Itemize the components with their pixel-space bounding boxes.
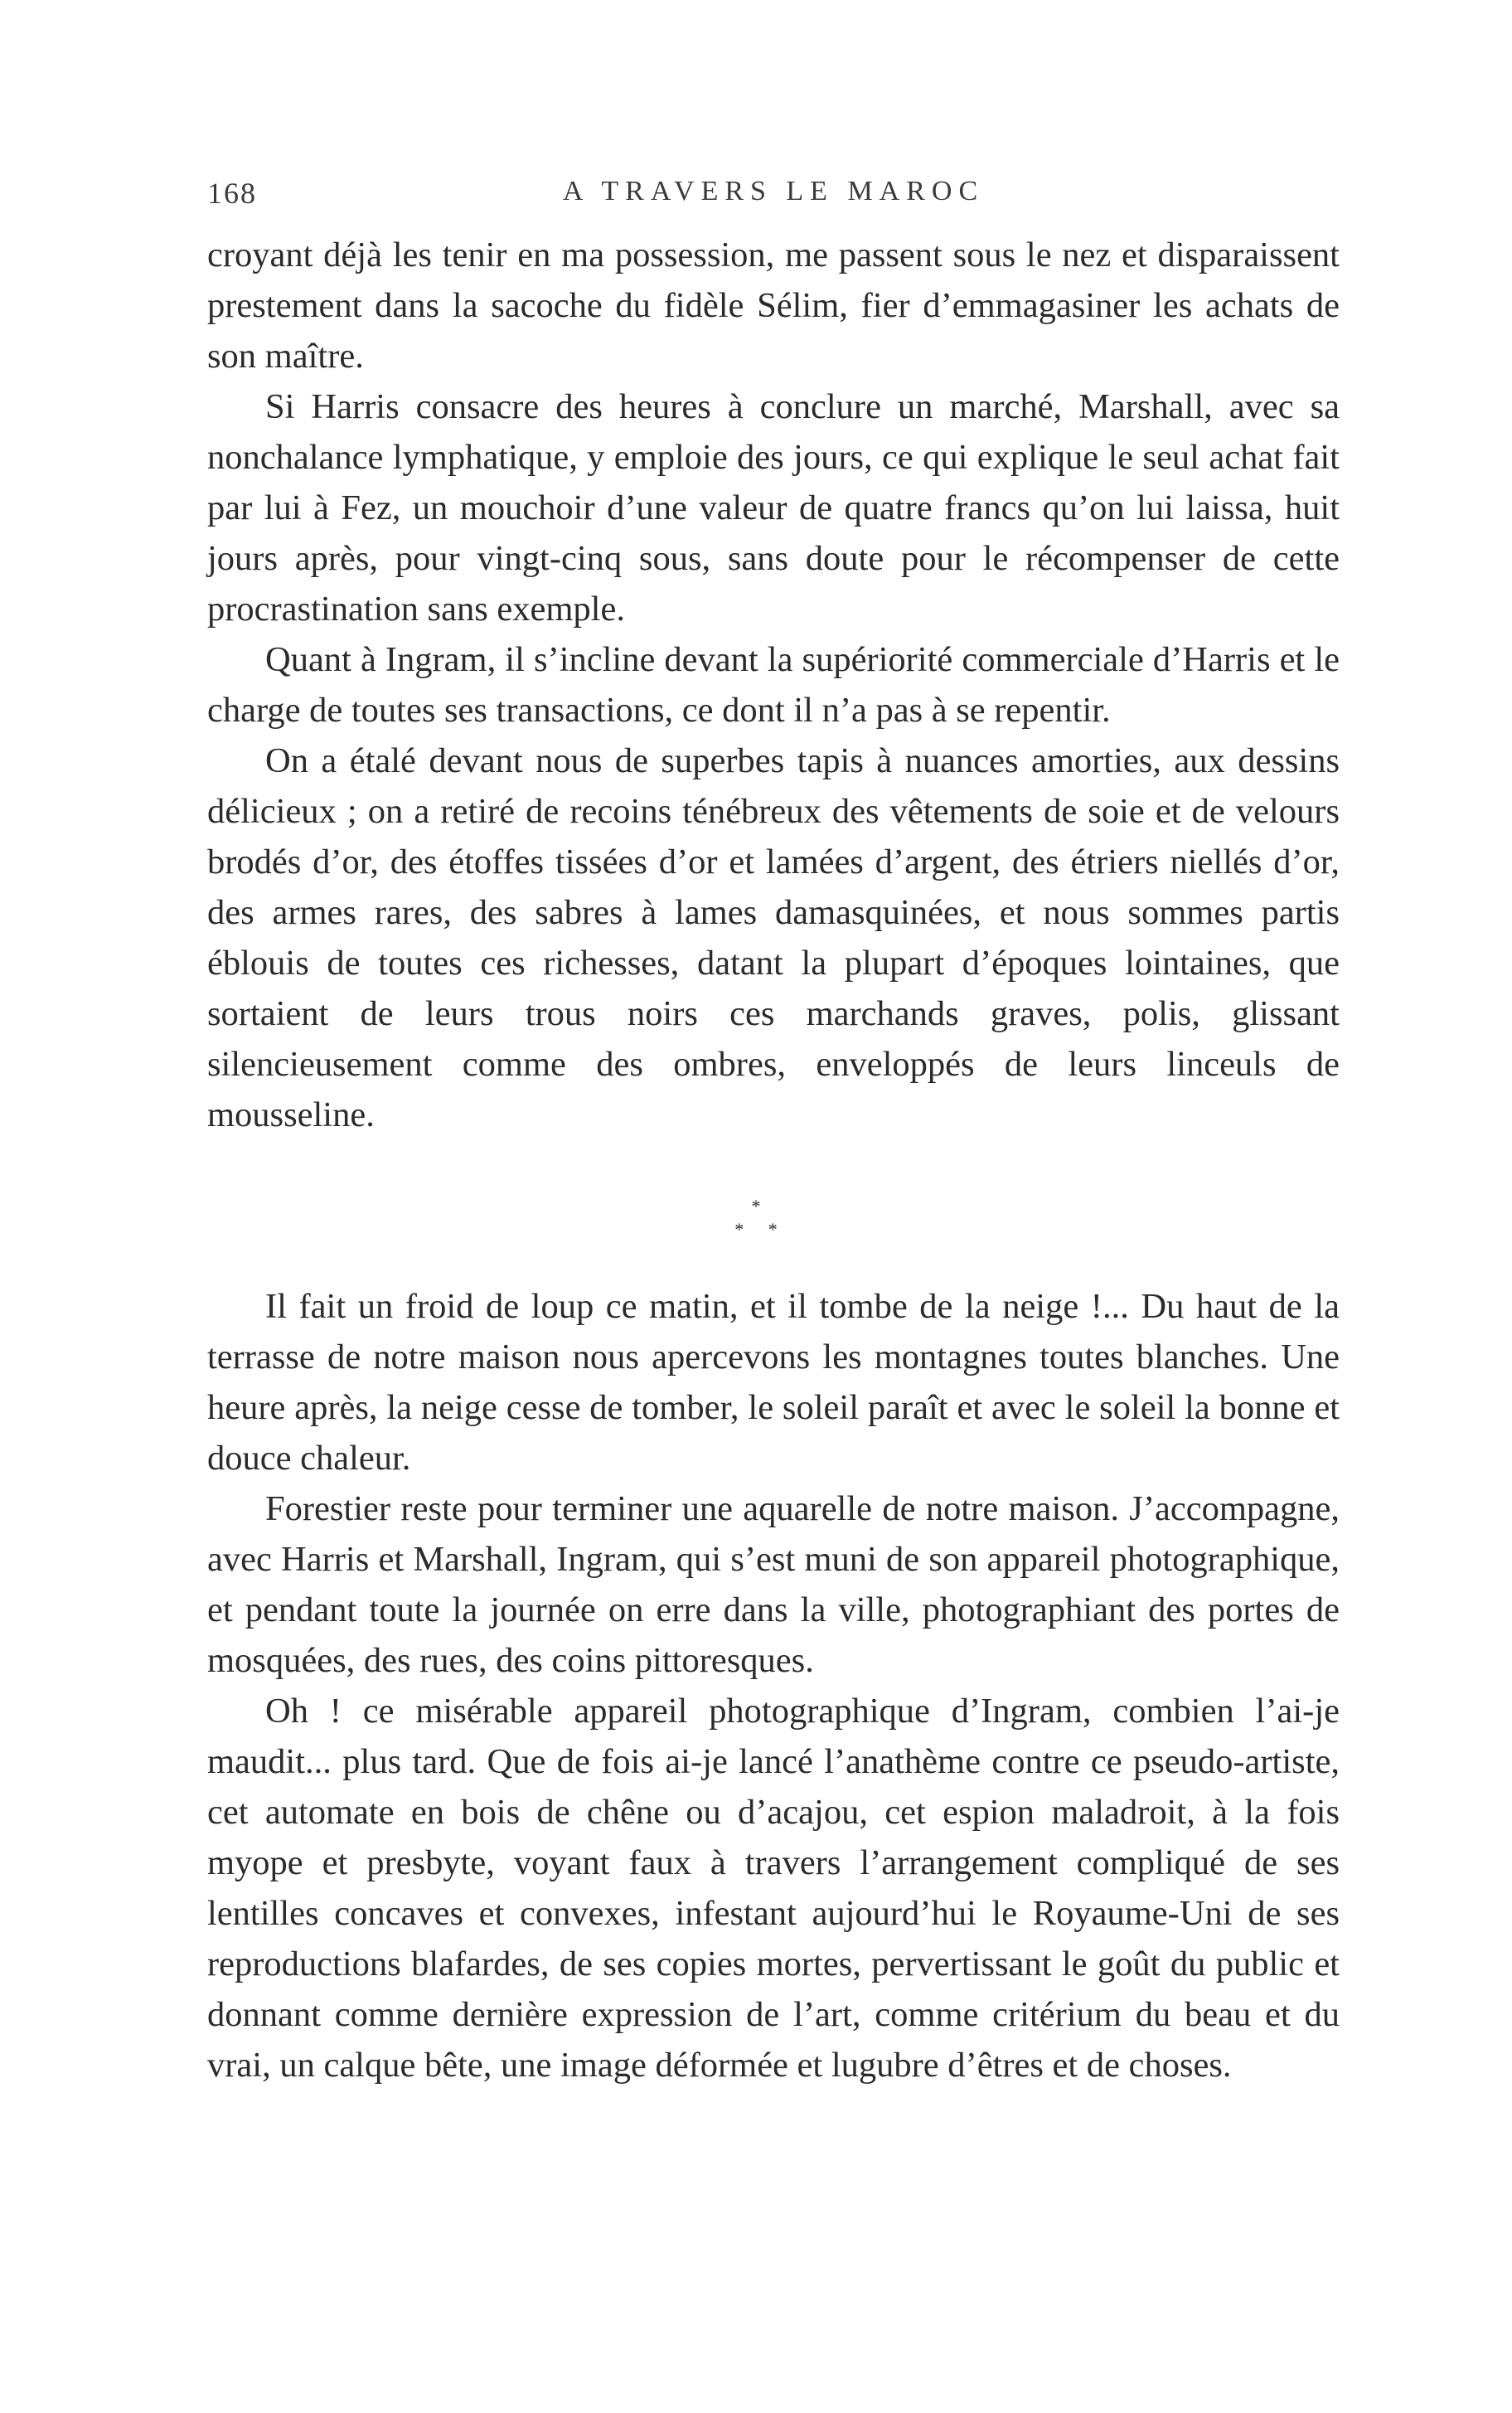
paragraph: Quant à Ingram, il s’incline devant la supériorité commerciale d’Harris et le charge de toutes ses transactions, ce dont il n’a pas à se repentir. (207, 640, 1340, 730)
paragraph: Il fait un froid de loup ce matin, et il tombe de la neige !... Du haut de la terrasse de notre maison nous apercevons les montagnes toutes blanches. Une heure après, la neige cesse de tomber, le soleil paraît et avec le soleil la bonne et douce chaleur. (207, 1287, 1340, 1478)
section-two-text (207, 1281, 1340, 2090)
asterism-top: * (751, 1196, 761, 1216)
paragraph: On a étalé devant nous de superbes tapis à nuances amorties, aux dessins délicieux ; on a retiré de recoins ténébreux des vêtements de soie et de velours brodés d’or, des étoffes tissées d’or et lamées d’argent, des étriers niellés d’or, des armes rares, des sabres à lames damasquinées, et nous sommes partis éblouis de toutes ces richesses, datant la plupart d’époques lointaines, que sortaient de leurs trous noirs ces marchands graves, polis, glissant silencieusement comme des ombres, enveloppés de leurs linceuls de mousseline. (207, 741, 1340, 1134)
asterism-bottom: * * (734, 1219, 778, 1240)
paragraph: Si Harris consacre des heures à conclure un marché, Marshall, avec sa nonchalance lymphatique, y emploie des jours, ce qui explique le seul achat fait par lui à Fez, un mouchoir d’une valeur de quatre francs qu’on lui laissa, huit jours après, pour vingt-cinq sous, sans doute pour le récompenser de cette procrastination sans exemple. (207, 387, 1340, 629)
section-one-text (207, 230, 1340, 1140)
page-header (207, 176, 1340, 226)
section-separator-asterism (0, 1196, 1512, 1254)
running-title: A TRAVERS LE MAROC (562, 176, 985, 206)
page-number: 168 (207, 177, 257, 210)
paragraph: Oh ! ce misérable appareil photographique d’Ingram, combien l’ai-je maudit... plus tard. Que de fois ai-je lancé l’anathème contre ce pseudo-artiste, cet automate en bois de chêne ou d’acajou, cet espion maladroit, à la fois myope et presbyte, voyant faux à travers l’arrangement compliqué de ses lentilles concaves et convexes, infestant aujourd’hui le Royaume-Uni de ses reproductions blafardes, de ses copies mortes, pervertissant le goût du public et donnant comme dernière expression de l’art, comme critérium du beau et du vrai, un calque bête, une image déformée et lugubre d’êtres et de choses. (207, 1692, 1340, 2085)
paragraph: Forestier reste pour terminer une aquarelle de notre maison. J’accompagne, avec Harris et Marshall, Ingram, qui s’est muni de son appareil photographique, et pendant toute la journée on erre dans la ville, photographiant des portes de mosquées, des rues, des coins pittoresques. (207, 1489, 1340, 1680)
paragraph: croyant déjà les tenir en ma possession, me passent sous le nez et disparaissent prestement dans la sacoche du fidèle Sélim, fier d’emmagasiner les achats de son maître. (207, 235, 1340, 376)
